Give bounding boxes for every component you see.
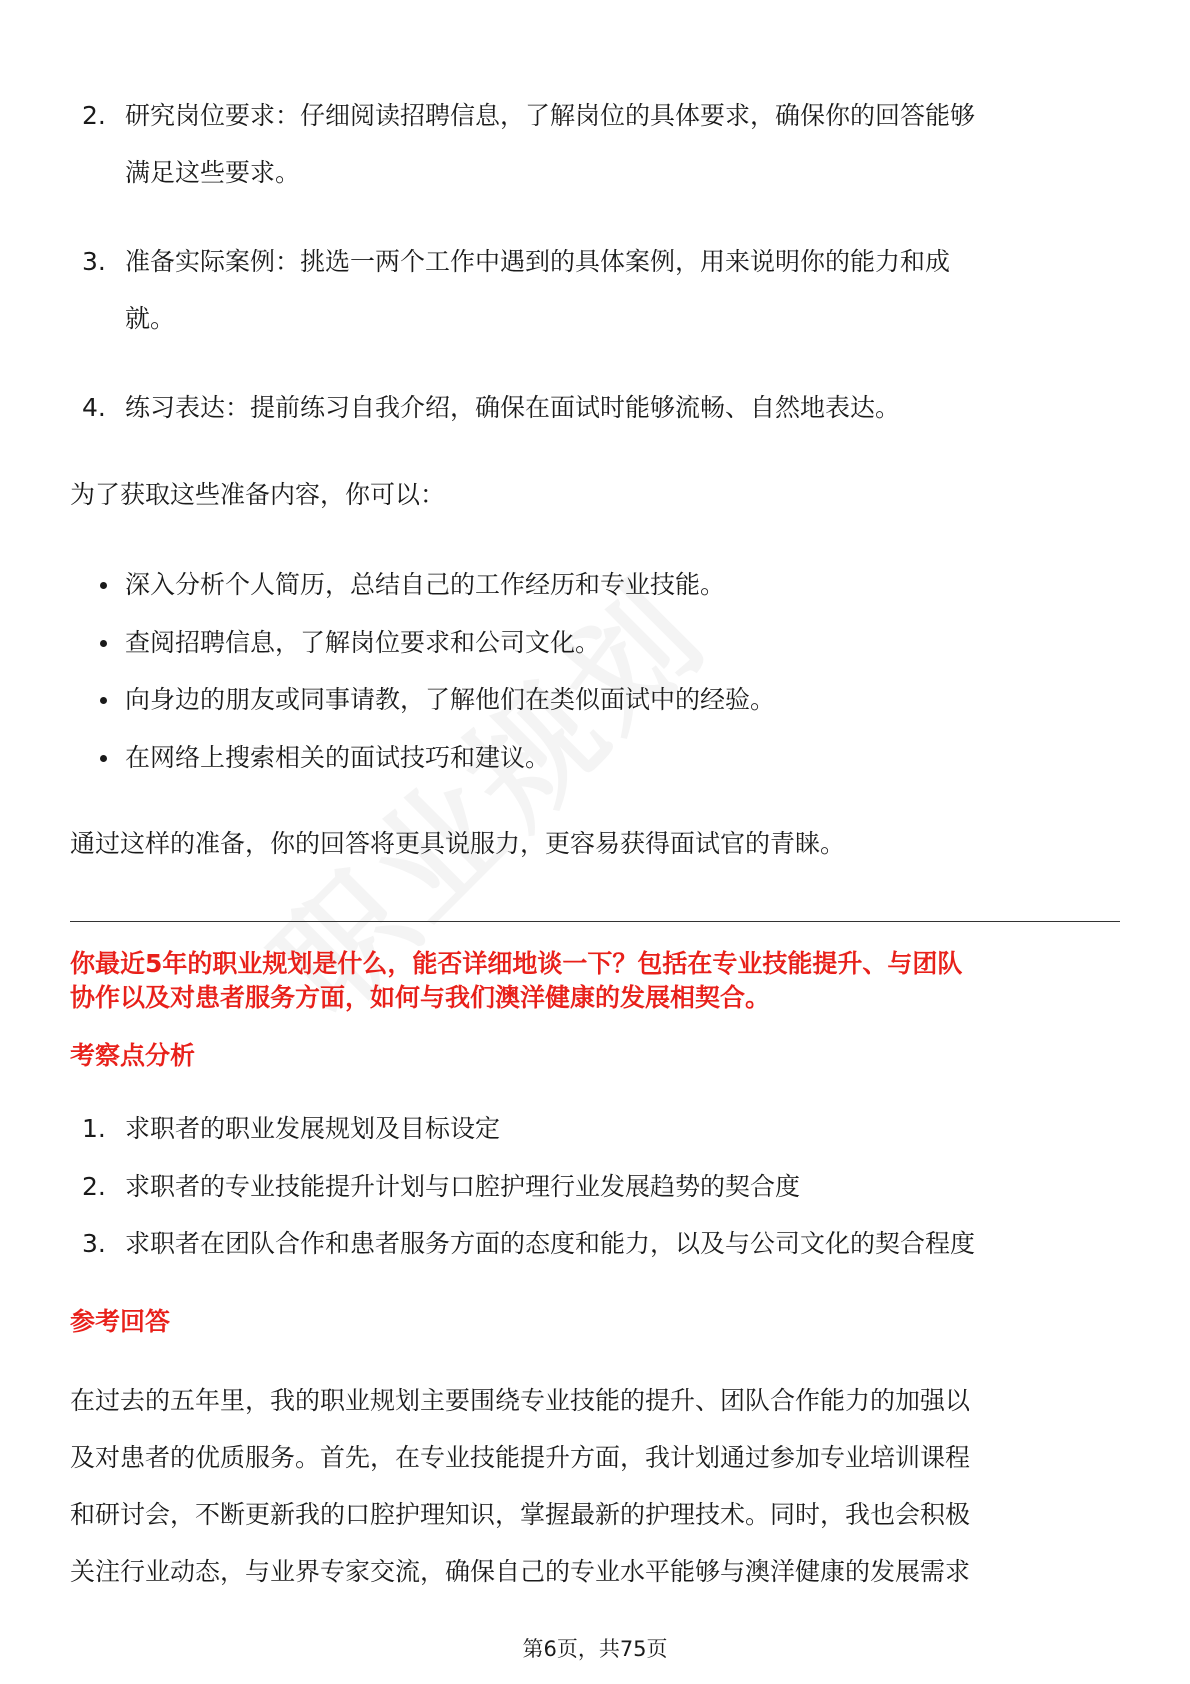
answer-line: 及对患者的优质服务。首先，在专业技能提升方面，我计划通过参加专业培训课程: [70, 1443, 971, 1472]
bullet-item: 查阅招聘信息，了解岗位要求和公司文化。: [125, 628, 601, 657]
conclusion-paragraph: 通过这样的准备，你的回答将更具说服力，更容易获得面试官的青睐。: [70, 829, 846, 858]
step-text: 研究岗位要求：仔细阅读招聘信息，了解岗位的具体要求，确保你的回答能够: [125, 101, 976, 130]
page-footer: 第6页，共75页: [522, 1637, 668, 1661]
step-text: 准备实际案例：挑选一两个工作中遇到的具体案例，用来说明你的能力和成: [125, 247, 951, 276]
bullet-dot: [100, 582, 107, 589]
analysis-number: 1.: [82, 1114, 106, 1143]
intro-paragraph: 为了获取这些准备内容，你可以：: [70, 480, 446, 509]
answer-line: 在过去的五年里，我的职业规划主要围绕专业技能的提升、团队合作能力的加强以: [70, 1386, 971, 1415]
step-number: 3.: [82, 247, 106, 276]
bullet-dot: [100, 640, 107, 647]
step-text: 练习表达：提前练习自我介绍，确保在面试时能够流畅、自然地表达。: [125, 393, 901, 422]
step-number: 2.: [82, 101, 106, 130]
answer-heading: 参考回答: [70, 1307, 171, 1336]
step-text: 就。: [125, 304, 176, 333]
analysis-heading: 考察点分析: [70, 1041, 196, 1070]
step-number: 4.: [82, 393, 106, 422]
section-divider: [70, 921, 1120, 922]
bullet-dot: [100, 697, 107, 704]
answer-line: 关注行业动态，与业界专家交流，确保自己的专业水平能够与澳洋健康的发展需求: [70, 1557, 971, 1586]
bullet-item: 在网络上搜索相关的面试技巧和建议。: [125, 743, 551, 772]
analysis-number: 2.: [82, 1172, 106, 1201]
question-line: 你最近5年的职业规划是什么，能否详细地谈一下？包括在专业技能提升、与团队: [70, 949, 963, 978]
bullet-dot: [100, 755, 107, 762]
question-line: 协作以及对患者服务方面，如何与我们澳洋健康的发展相契合。: [70, 983, 771, 1012]
step-text: 满足这些要求。: [125, 158, 301, 187]
analysis-item: 求职者在团队合作和患者服务方面的态度和能力，以及与公司文化的契合程度: [125, 1229, 976, 1258]
bullet-item: 深入分析个人简历，总结自己的工作经历和专业技能。: [125, 570, 726, 599]
bullet-item: 向身边的朋友或同事请教，了解他们在类似面试中的经验。: [125, 685, 776, 714]
analysis-item: 求职者的专业技能提升计划与口腔护理行业发展趋势的契合度: [125, 1172, 801, 1201]
analysis-number: 3.: [82, 1229, 106, 1258]
analysis-item: 求职者的职业发展规划及目标设定: [125, 1114, 501, 1143]
answer-line: 和研讨会，不断更新我的口腔护理知识，掌握最新的护理技术。同时，我也会积极: [70, 1500, 971, 1529]
